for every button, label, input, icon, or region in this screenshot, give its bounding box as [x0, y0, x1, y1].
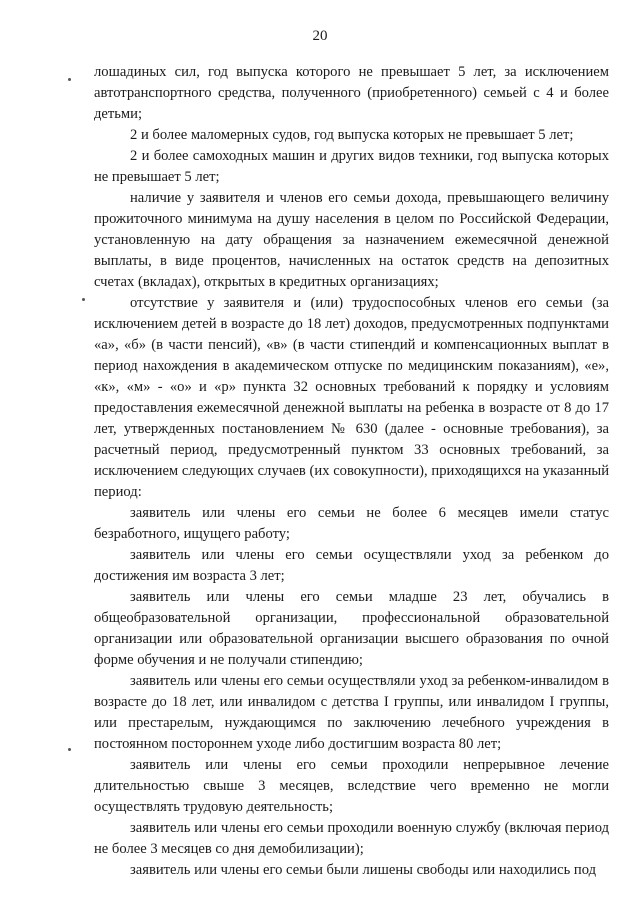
paragraph: отсутствие у заявителя и (или) трудоспособных членов его семьи (за исключением детей в возрасте до 18 лет) доходов, предусмотренных подпунктами «а», «б» (в части пенсий), «в» (в части стипендий и компенсационных выплат в период нахождения в академическом отпуске по медицинским показаниям), «е», «к», «м» - «о» и «р» пункта 32 основных требований к порядку и условиям предоставления ежемесячной денежной выплаты на ребенка в возрасте от 8 до 17 лет, утвержденных постановлением № 630 (далее - основные требования), за расчетный период, предусмотренный пунктом 33 основных требований, за исключением следующих случаев (их совокупности), приходящихся на указанный период: — [94, 295, 609, 500]
paragraph: заявитель или члены его семьи осуществляли уход за ребенком-инвалидом в возрасте до 18 лет, или инвалидом с детства I группы, или инвалидом I группы, или престарелым, нуждающимся по заключению лечебного учреждения в постоянном постороннем уходе либо достигшим возраста 80 лет; — [94, 673, 609, 752]
paragraph: 2 и более самоходных машин и других видов техники, год выпуска которых не превышает 5 лет; — [94, 148, 609, 185]
scan-mark — [82, 298, 85, 301]
paragraph: заявитель или члены его семьи не более 6 месяцев имели статус безработного, ищущего работу; — [94, 505, 609, 542]
paragraph: заявитель или члены его семьи проходили непрерывное лечение длительностью свыше 3 месяцев, вследствие чего временно не могли осуществлять трудовую деятельность; — [94, 757, 609, 815]
paragraph: 2 и более маломерных судов, год выпуска которых не превышает 5 лет; — [130, 127, 574, 143]
paragraph: заявитель или члены его семьи были лишены свободы или находились под — [130, 862, 597, 878]
paragraph: заявитель или члены его семьи осуществляли уход за ребенком до достижения им возраста 3 лет; — [94, 547, 609, 584]
paragraph: заявитель или члены его семьи младше 23 лет, обучались в общеобразовательной организации, профессиональной образовательной организации или образовательной организации высшего образования по очной форме обучения и не получали стипендию; — [94, 589, 609, 668]
paragraph: заявитель или члены его семьи проходили военную службу (включая период не более 3 месяцев со дня демобилизации); — [94, 820, 609, 857]
document-body — [94, 62, 609, 881]
paragraph: наличие у заявителя и членов его семьи дохода, превышающего величину прожиточного минимума на душу населения в целом по Российской Федерации, установленную на дату обращения за назначением ежемесячной денежной выплаты, в виде процентов, начисленных на остаток средств на депозитных счетах (вкладах), открытых в кредитных организациях; — [94, 190, 609, 290]
scan-mark — [68, 748, 71, 751]
page-number: 20 — [312, 28, 328, 44]
paragraph: лошадиных сил, год выпуска которого не превышает 5 лет, за исключением автотранспортного средства, полученного (приобретенного) семьей с 4 и более детьми; — [94, 64, 609, 122]
scan-mark — [68, 78, 71, 81]
